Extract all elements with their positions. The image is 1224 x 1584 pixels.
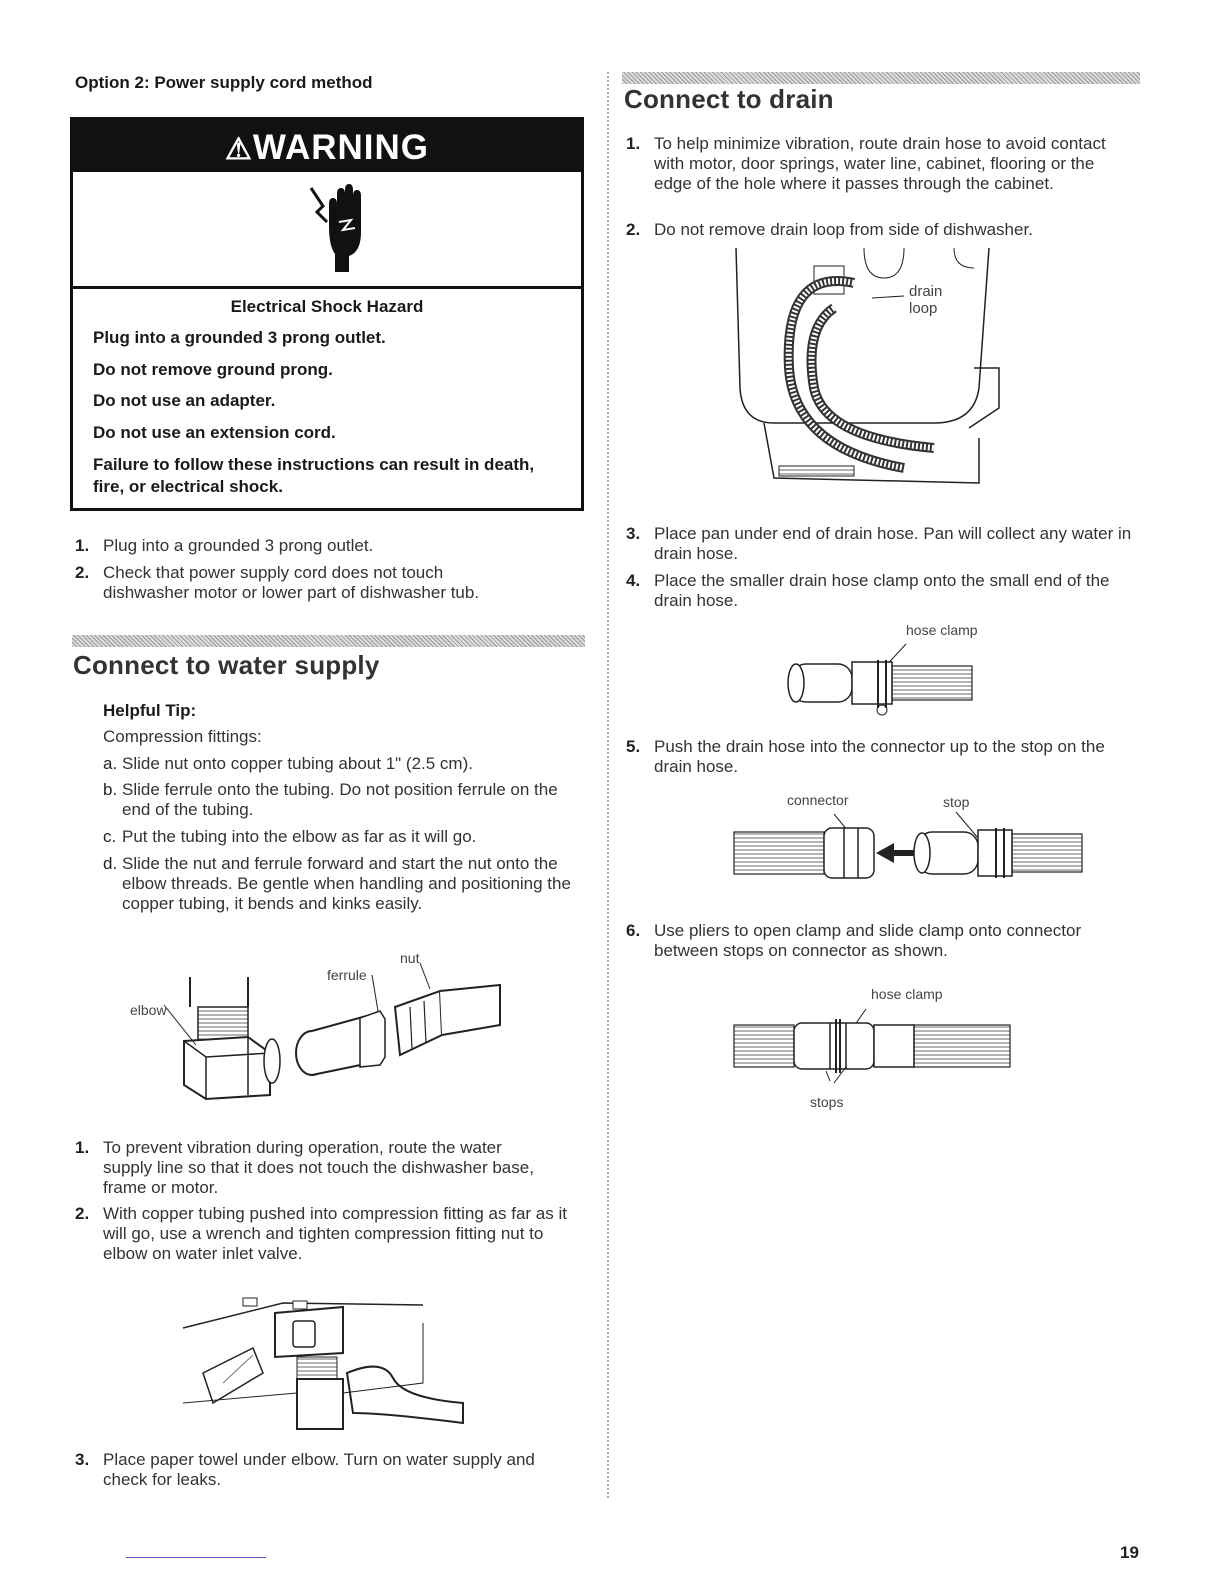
nut-label: nut <box>400 950 420 966</box>
drain-heading: Connect to drain <box>624 84 834 114</box>
wrench-valve-illustration <box>183 1293 483 1443</box>
list-text: Place pan under end of drain hose. Pan will collect any water in drain hose. <box>654 524 1132 563</box>
section-shade-bar <box>72 635 585 647</box>
list-text: Plug into a grounded 3 prong outlet. <box>103 536 374 555</box>
list-number: 1. <box>626 134 641 153</box>
list-number: c. <box>103 827 117 846</box>
list-text: Slide nut onto copper tubing about 1" (2.5 cm). <box>122 754 473 773</box>
connector-stop-illustration <box>734 808 1094 888</box>
helpful-tip: Helpful Tip: <box>103 701 197 720</box>
shock-hand-icon <box>305 182 385 272</box>
stop-label: stop <box>943 794 970 810</box>
warning-title: WARNING <box>252 128 430 167</box>
drain-loop-illustration <box>734 248 1004 488</box>
warning-line: Failure to follow these instructions can result in death, <box>93 455 535 474</box>
page-number: 19 <box>1120 1543 1139 1562</box>
list-number: 1. <box>75 1138 90 1157</box>
list-text: Push the drain hose into the connector up to the stop on the drain hose. <box>654 737 1105 776</box>
list-number: b. <box>103 780 118 799</box>
ferrule-label: ferrule <box>327 967 367 983</box>
list-text: Check that power supply cord does not touch dishwasher motor or lower part of dishwasher tub. <box>103 563 480 602</box>
list-number: 1. <box>75 536 90 555</box>
clamp-on-connector-illustration <box>734 1005 1024 1085</box>
list-text: Place the smaller drain hose clamp onto the small end of the drain hose. <box>654 571 1110 610</box>
list-number: 2. <box>75 1204 90 1223</box>
warning-line: fire, or electrical shock. <box>93 477 283 496</box>
warning-hazard: Electrical Shock Hazard <box>230 297 424 316</box>
list-number: 6. <box>626 921 641 940</box>
list-number: 3. <box>626 524 641 543</box>
list-number: 2. <box>626 220 641 239</box>
list-number: 5. <box>626 737 641 756</box>
water-heading: Connect to water supply <box>73 650 380 680</box>
list-number: a. <box>103 754 118 773</box>
stops-label: stops <box>810 1094 844 1110</box>
compression-label: Compression fittings: <box>103 727 262 746</box>
hose-clamp-illustration <box>782 640 982 710</box>
list-text: With copper tubing pushed into compression fitting as far as it will go, use a wrench and tighten compression fitting nut to elbow on water inlet valve. <box>103 1204 567 1263</box>
loop-label: loop <box>909 300 938 317</box>
hose-clamp-label: hose clamp <box>906 622 978 638</box>
list-number: 4. <box>626 571 641 590</box>
warning-line: Do not use an adapter. <box>93 391 276 410</box>
connector-label: connector <box>787 792 849 808</box>
warning-triangle-icon: ⚠ <box>224 133 253 166</box>
compression-fitting-illustration <box>120 945 500 1105</box>
list-number: 3. <box>75 1450 90 1469</box>
warning-header <box>73 120 581 172</box>
warning-line: Do not use an extension cord. <box>93 423 336 442</box>
warning-line: Plug into a grounded 3 prong outlet. <box>93 328 386 347</box>
warning-box <box>70 117 584 511</box>
footer-line <box>126 1557 266 1558</box>
elbow-label: elbow <box>130 1002 167 1018</box>
drain-label: drain <box>909 283 943 300</box>
hose-clamp-label: hose clamp <box>871 986 943 1002</box>
warning-line: Do not remove ground prong. <box>93 360 333 379</box>
list-text: Do not remove drain loop from side of dishwasher. <box>654 220 1033 239</box>
list-text: Use pliers to open clamp and slide clamp onto connector between stops on connector as shown. <box>654 921 1082 960</box>
warning-separator <box>73 286 581 289</box>
list-text: Slide the nut and ferrule forward and start the nut onto the elbow threads. Be gentle when handling and positioning the copper tubing, it bends and kinks easily. <box>122 854 571 913</box>
option-title: Option 2: Power supply cord method <box>75 73 373 92</box>
section-shade-bar <box>622 72 1140 84</box>
list-text: Slide ferrule onto the tubing. Do not position ferrule on the end of the tubing. <box>122 780 558 819</box>
list-text: To help minimize vibration, route drain hose to avoid contact with motor, door springs, water line, cabinet, flooring or the edge of the hole where it passes through the cabinet. <box>654 134 1106 193</box>
column-divider <box>607 72 609 1500</box>
list-text: To prevent vibration during operation, route the water supply line so that it does not touch the dishwasher base, frame or motor. <box>103 1138 534 1197</box>
list-text: Put the tubing into the elbow as far as it will go. <box>122 827 477 846</box>
list-text: Place paper towel under elbow. Turn on water supply and check for leaks. <box>103 1450 535 1489</box>
list-number: d. <box>103 854 118 873</box>
list-number: 2. <box>75 563 90 582</box>
